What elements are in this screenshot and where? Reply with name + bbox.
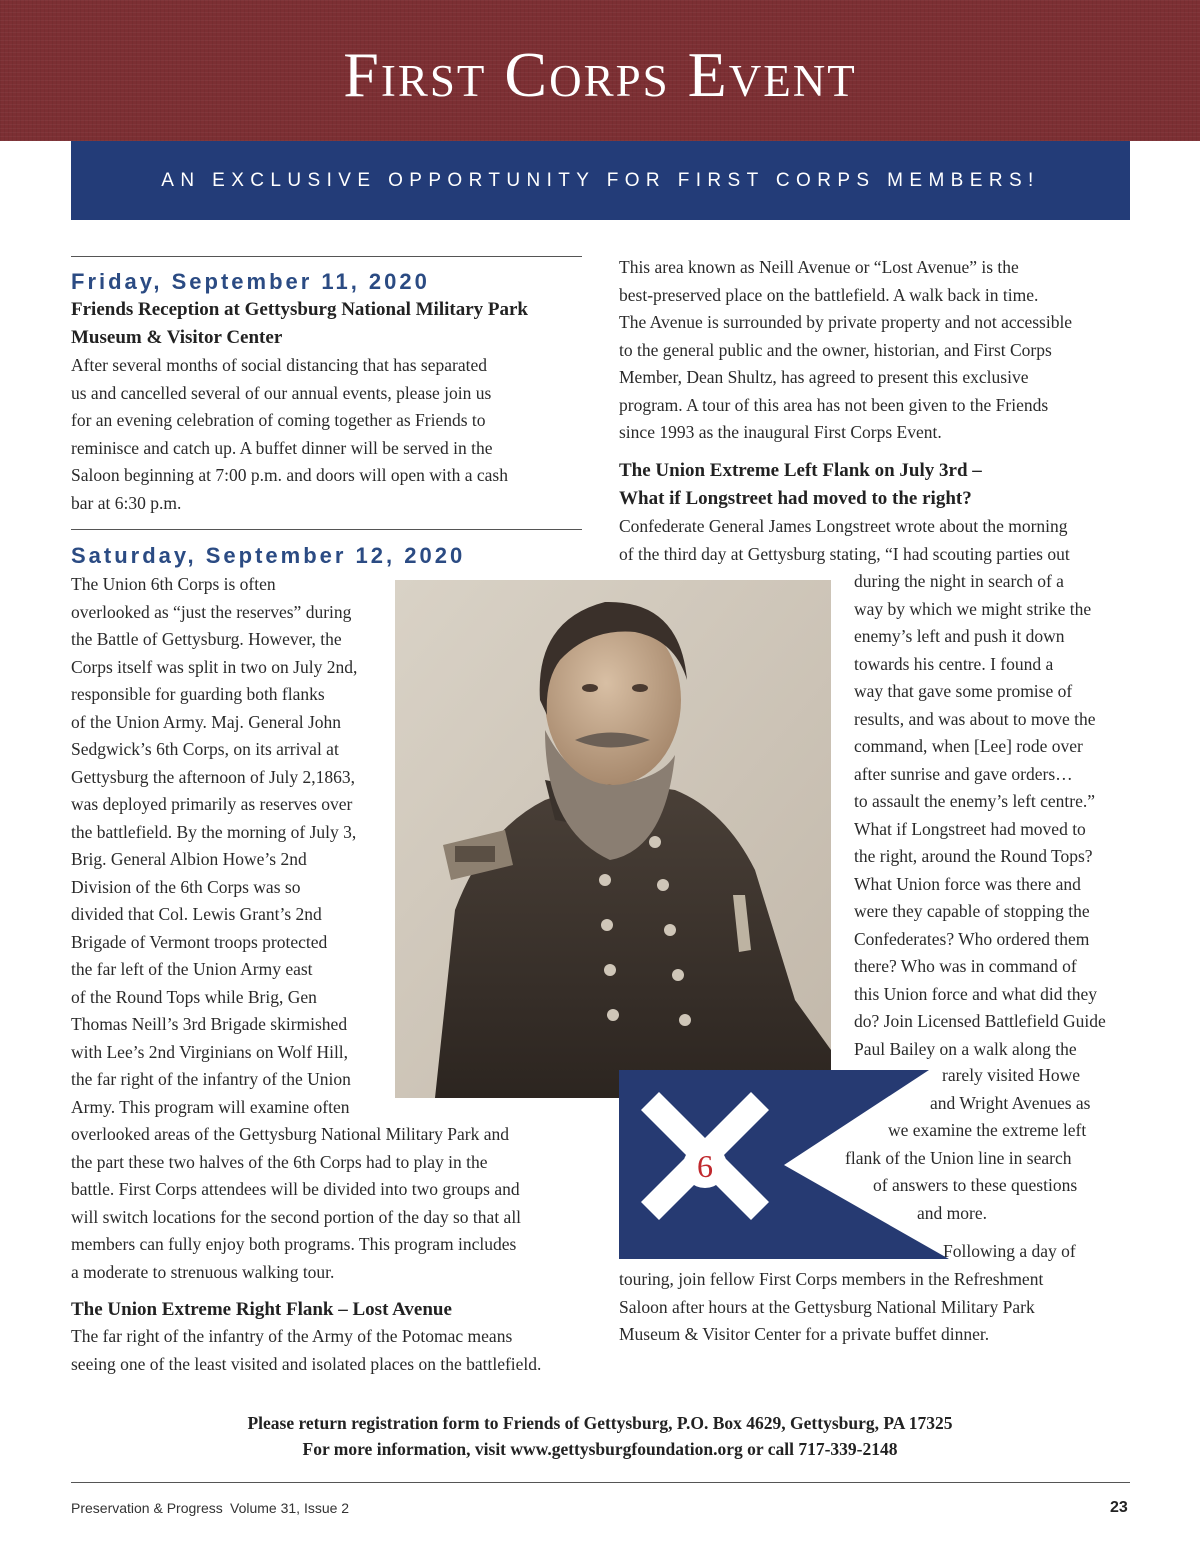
flag-wrap-line: we examine the extreme left — [888, 1120, 1087, 1140]
text-line: The far right of the infantry of the Army of the Potomac means — [71, 1326, 513, 1346]
text-line: after sunrise and gave orders… — [854, 763, 1073, 784]
header-band — [0, 0, 1200, 141]
flag-wrap-line: Following a day of — [943, 1241, 1076, 1261]
right-flank-heading: The Union Extreme Right Flank – Lost Avenue — [71, 1299, 452, 1320]
text-line: with Lee’s 2nd Virginians on Wolf Hill, — [71, 1041, 349, 1062]
banner-text: AN EXCLUSIVE OPPORTUNITY FOR FIRST CORPS MEMBERS! — [161, 170, 1040, 191]
saturday-body-narrow — [71, 571, 357, 1121]
flag-wrap-line: rarely visited Howe — [942, 1065, 1081, 1085]
text-line: results, and was about to move the — [854, 708, 1096, 729]
page-title: First Corps Event — [343, 39, 857, 110]
text-line: reminisce and catch up. A buffet dinner will be served in the — [71, 437, 493, 458]
text-line: divided that Col. Lewis Grant’s 2nd — [71, 904, 322, 924]
text-line: to assault the enemy’s left centre.” — [854, 791, 1096, 811]
text-line: there? Who was in command of — [854, 956, 1077, 976]
text-line: way by which we might strike the — [854, 598, 1092, 619]
text-line: during the night in search of a — [854, 571, 1064, 591]
text-line: to the general public and the owner, historian, and First Corps — [619, 339, 1052, 360]
text-line: Confederates? Who ordered them — [854, 928, 1090, 949]
text-line: since 1993 as the inaugural First Corps Event. — [619, 422, 942, 442]
text-line: The Union 6th Corps is often — [71, 574, 276, 594]
right-flank-body — [71, 1323, 541, 1378]
text-line: of the Union Army. Maj. General John — [71, 711, 342, 732]
text-line: overlooked areas of the Gettysburg National Military Park and — [71, 1124, 510, 1144]
text-line: Corps itself was split in two on July 2nd, — [71, 656, 358, 677]
closing-text — [619, 1266, 1043, 1349]
text-line: the battlefield. By the morning of July 3, — [71, 821, 357, 842]
text-line: the Battle of Gettysburg. However, the — [71, 629, 342, 649]
text-line: us and cancelled several of our annual events, please join us — [71, 382, 492, 403]
text-line: will switch locations for the second portion of the day so that all — [71, 1206, 522, 1227]
heading-line: What if Longstreet had moved to the right? — [619, 488, 972, 509]
text-line: Sedgwick’s 6th Corps, on its arrival at — [71, 739, 339, 759]
flag-wrap-line: of answers to these questions — [873, 1175, 1078, 1195]
flag-wrap-line: and more. — [917, 1203, 987, 1223]
text-line: do? Join Licensed Battlefield Guide — [854, 1011, 1106, 1031]
text-line: members can fully enjoy both programs. This program includes — [71, 1234, 517, 1254]
text-line: command, when [Lee] rode over — [854, 736, 1083, 756]
text-line: Brigade of Vermont troops protected — [71, 931, 328, 952]
text-line: enemy’s left and push it down — [854, 626, 1065, 646]
text-line: Army. This program will examine often — [71, 1096, 350, 1117]
flag-wrap-line: flank of the Union line in search — [845, 1148, 1072, 1168]
saturday-body-wide — [71, 1121, 521, 1286]
text-line: of the Round Tops while Brig, Gen — [71, 986, 317, 1007]
sixth-corps-flag — [619, 1070, 959, 1259]
text-line: overlooked as “just the reserves” during — [71, 601, 352, 622]
registration-line: Please return registration form to Friends of Gettysburg, P.O. Box 4629, Gettysburg, PA 17325 — [247, 1413, 953, 1433]
text-line: a moderate to strenuous walking tour. — [71, 1261, 335, 1282]
text-line: What if Longstreet had moved to — [854, 818, 1086, 839]
left-flank-heading — [619, 457, 982, 513]
friday-subtitle-line: Friends Reception at Gettysburg National Military Park — [71, 299, 529, 320]
heading-line: The Union Extreme Left Flank on July 3rd – — [619, 460, 982, 481]
page-number: 23 — [1110, 1499, 1128, 1516]
text-line: for an evening celebration of coming together as Friends to — [71, 410, 486, 430]
text-line: this Union force and what did they — [854, 983, 1098, 1004]
friday-subtitle — [71, 296, 528, 352]
text-line: Saloon beginning at 7:00 p.m. and doors will open with a cash — [71, 465, 508, 485]
text-line: the far right of the infantry of the Union — [71, 1069, 351, 1089]
left-flank-narrow — [854, 568, 1106, 1063]
saturday-top-rule — [71, 529, 582, 530]
friday-subtitle-line: Museum & Visitor Center — [71, 327, 283, 348]
text-line: seeing one of the least visited and isolated places on the battlefield. — [71, 1353, 542, 1374]
text-line: After several months of social distancing that has separated — [71, 355, 487, 375]
text-line: way that gave some promise of — [854, 681, 1073, 701]
text-line: Saloon after hours at the Gettysburg National Military Park — [619, 1296, 1035, 1317]
flag-wrap-line: and Wright Avenues as — [930, 1093, 1091, 1113]
text-line: the part these two halves of the 6th Corps had to play in the — [71, 1151, 488, 1172]
text-line: the right, around the Round Tops? — [854, 846, 1093, 866]
text-line: Brig. General Albion Howe’s 2nd — [71, 849, 307, 869]
left-flank-wide — [619, 513, 1070, 568]
text-line: touring, join fellow First Corps members in the Refreshment — [619, 1269, 1044, 1289]
text-line: This area known as Neill Avenue or “Lost Avenue” is the — [619, 257, 1019, 277]
text-line: The Avenue is surrounded by private property and not accessible — [619, 312, 1073, 332]
text-line: Thomas Neill’s 3rd Brigade skirmished — [71, 1014, 348, 1034]
friday-top-rule — [71, 256, 582, 257]
text-line: Museum & Visitor Center for a private buffet dinner. — [619, 1324, 990, 1344]
text-line: the far left of the Union Army east — [71, 959, 313, 979]
text-line: What Union force was there and — [854, 873, 1081, 894]
text-line: were they capable of stopping the — [854, 901, 1090, 921]
publication-name: Preservation & Progress — [71, 1500, 223, 1516]
text-line: bar at 6:30 p.m. — [71, 492, 182, 513]
flag-number: 6 — [697, 1148, 713, 1184]
text-line: Member, Dean Shultz, has agreed to present this exclusive — [619, 367, 1029, 387]
text-line: battle. First Corps attendees will be divided into two groups and — [71, 1179, 520, 1199]
general-portrait-photo — [395, 580, 831, 1098]
text-line: Confederate General James Longstreet wrote about the morning — [619, 516, 1068, 536]
text-line: of the third day at Gettysburg stating, “I had scouting parties out — [619, 543, 1070, 564]
more-info-line: For more information, visit www.gettysburgfoundation.org or call 717-339-2148 — [302, 1439, 898, 1459]
text-line: was deployed primarily as reserves over — [71, 794, 353, 814]
text-line: program. A tour of this area has not been given to the Friends — [619, 394, 1049, 415]
text-line: Gettysburg the afternoon of July 2,1863, — [71, 766, 356, 787]
friday-body — [71, 352, 508, 517]
text-line: best-preserved place on the battlefield. A walk back in time. — [619, 284, 1039, 305]
text-line: Division of the 6th Corps was so — [71, 876, 301, 897]
lost-avenue-intro — [619, 254, 1072, 447]
text-line: towards his centre. I found a — [854, 653, 1054, 674]
saturday-date: Saturday, September 12, 2020 — [71, 543, 466, 568]
friday-date: Friday, September 11, 2020 — [71, 269, 430, 294]
text-line: Paul Bailey on a walk along the — [854, 1038, 1077, 1059]
text-line: responsible for guarding both flanks — [71, 684, 325, 704]
volume-issue: Volume 31, Issue 2 — [230, 1500, 350, 1516]
subtitle-banner — [71, 141, 1130, 220]
footer-rule — [71, 1482, 1130, 1483]
